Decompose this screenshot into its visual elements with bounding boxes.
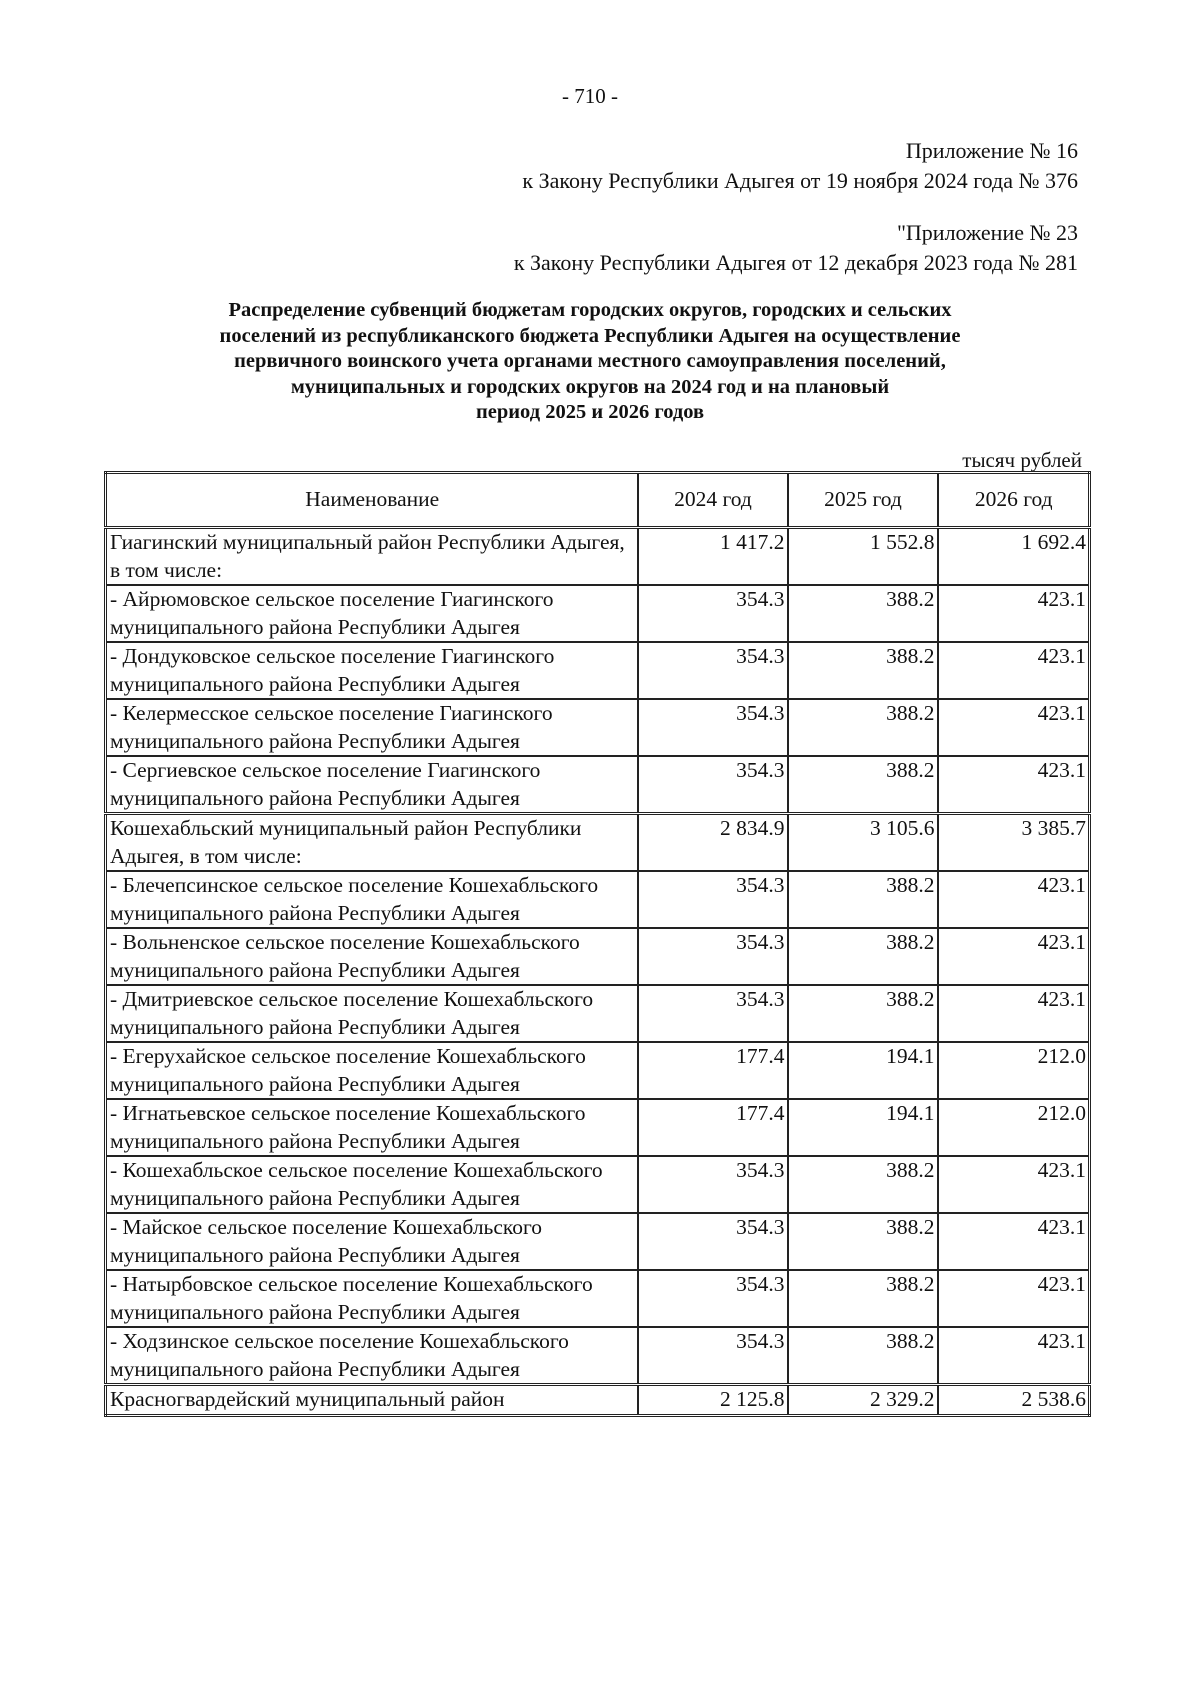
row-value-2025: 388.2 — [788, 1270, 938, 1327]
table-row — [106, 985, 1090, 1042]
table-row — [106, 871, 1090, 928]
row-value-2024: 354.3 — [638, 871, 788, 928]
row-value-2025: 388.2 — [788, 642, 938, 699]
row-value-2024: 354.3 — [638, 756, 788, 814]
row-value-2026: 423.1 — [938, 756, 1090, 814]
row-value-2024: 354.3 — [638, 699, 788, 756]
row-value-2026: 2 538.6 — [938, 1385, 1090, 1416]
appendix-previous-number: "Приложение № 23 — [896, 220, 1078, 245]
row-value-2026: 423.1 — [938, 1156, 1090, 1213]
row-name: Гиагинский муниципальный район Республики Адыгея, в том числе: — [106, 528, 638, 586]
row-value-2024: 354.3 — [638, 985, 788, 1042]
table-row — [106, 1099, 1090, 1156]
row-value-2024: 2 834.9 — [638, 814, 788, 872]
row-name: - Сергиевское сельское поселение Гиагинского муниципального района Республики Адыгея — [106, 756, 638, 814]
title-line: первичного воинского учета органами местного самоуправления поселений, — [234, 350, 946, 372]
column-header-2024: 2024 год — [638, 473, 788, 528]
row-value-2025: 388.2 — [788, 928, 938, 985]
table-row — [106, 1156, 1090, 1213]
row-value-2024: 354.3 — [638, 928, 788, 985]
table-row — [106, 1385, 1090, 1416]
appendix-current-number: Приложение № 16 — [905, 138, 1078, 163]
row-name: - Майское сельское поселение Кошехабльского муниципального района Республики Адыгея — [106, 1213, 638, 1270]
row-value-2025: 388.2 — [788, 871, 938, 928]
table-row — [106, 1213, 1090, 1270]
row-value-2026: 423.1 — [938, 642, 1090, 699]
row-value-2024: 177.4 — [638, 1042, 788, 1099]
table-row — [106, 756, 1090, 814]
row-name: - Вольненское сельское поселение Кошехабльского муниципального района Республики Адыгея — [106, 928, 638, 985]
row-name: - Игнатьевское сельское поселение Кошехабльского муниципального района Республики Адыгея — [106, 1099, 638, 1156]
table-row — [106, 814, 1090, 872]
row-value-2026: 423.1 — [938, 985, 1090, 1042]
row-name: - Дондуковское сельское поселение Гиагинского муниципального района Республики Адыгея — [106, 642, 638, 699]
page-number: - 710 - — [562, 84, 618, 108]
table-row — [106, 1270, 1090, 1327]
table-row — [106, 642, 1090, 699]
row-value-2024: 1 417.2 — [638, 528, 788, 586]
row-name: Кошехабльский муниципальный район Республики Адыгея, в том числе: — [106, 814, 638, 872]
title-line: муниципальных и городских округов на 2024 год и на плановый — [290, 375, 890, 398]
subvention-table — [104, 471, 1091, 1417]
column-header-2026: 2026 год — [938, 473, 1090, 528]
title-line: поселений из республиканского бюджета Республики Адыгея на осуществление — [219, 324, 961, 347]
row-name: Красногвардейский муниципальный район — [106, 1385, 638, 1416]
row-value-2025: 388.2 — [788, 1327, 938, 1385]
row-value-2026: 423.1 — [938, 1327, 1090, 1385]
row-value-2024: 354.3 — [638, 1156, 788, 1213]
table-row — [106, 928, 1090, 985]
row-value-2026: 423.1 — [938, 871, 1090, 928]
row-name: - Блечепсинское сельское поселение Кошехабльского муниципального района Республики Адыгея — [106, 871, 638, 928]
appendix-current-law: к Закону Республики Адыгея от 19 ноября 2024 года № 376 — [522, 168, 1078, 193]
column-header-name: Наименование — [106, 473, 638, 528]
table-row — [106, 1042, 1090, 1099]
table-header-row — [106, 473, 1090, 528]
row-value-2026: 3 385.7 — [938, 814, 1090, 872]
row-value-2026: 423.1 — [938, 585, 1090, 642]
row-value-2026: 212.0 — [938, 1099, 1090, 1156]
row-value-2024: 354.3 — [638, 1327, 788, 1385]
row-name: - Натырбовское сельское поселение Кошехабльского муниципального района Республики Адыгея — [106, 1270, 638, 1327]
row-value-2025: 388.2 — [788, 985, 938, 1042]
appendix-previous-law: к Закону Республики Адыгея от 12 декабря 2023 года № 281 — [513, 250, 1078, 275]
row-value-2026: 423.1 — [938, 699, 1090, 756]
row-value-2024: 354.3 — [638, 1213, 788, 1270]
appendix-current — [522, 136, 1078, 196]
row-name: - Ходзинское сельское поселение Кошехабльского муниципального района Республики Адыгея — [106, 1327, 638, 1385]
title-line: период 2025 и 2026 годов — [475, 401, 705, 423]
table-row — [106, 1327, 1090, 1385]
row-value-2025: 194.1 — [788, 1099, 938, 1156]
title-line: Распределение субвенций бюджетам городских округов, городских и сельских — [228, 299, 952, 321]
row-value-2025: 194.1 — [788, 1042, 938, 1099]
row-value-2025: 388.2 — [788, 1156, 938, 1213]
row-value-2025: 388.2 — [788, 1213, 938, 1270]
row-value-2024: 177.4 — [638, 1099, 788, 1156]
row-value-2025: 1 552.8 — [788, 528, 938, 586]
document-title — [120, 298, 1060, 426]
row-name: - Келермесское сельское поселение Гиагинского муниципального района Республики Адыгея — [106, 699, 638, 756]
row-value-2025: 2 329.2 — [788, 1385, 938, 1416]
row-value-2024: 354.3 — [638, 642, 788, 699]
row-value-2026: 212.0 — [938, 1042, 1090, 1099]
column-header-2025: 2025 год — [788, 473, 938, 528]
row-value-2026: 1 692.4 — [938, 528, 1090, 586]
units-label: тысяч рублей — [962, 448, 1082, 472]
row-name: - Дмитриевское сельское поселение Кошехабльского муниципального района Республики Адыгея — [106, 985, 638, 1042]
row-value-2026: 423.1 — [938, 1213, 1090, 1270]
row-name: - Кошехабльское сельское поселение Кошехабльского муниципального района Республики Адыгея — [106, 1156, 638, 1213]
row-value-2026: 423.1 — [938, 1270, 1090, 1327]
row-value-2025: 388.2 — [788, 699, 938, 756]
row-value-2025: 388.2 — [788, 756, 938, 814]
row-value-2026: 423.1 — [938, 928, 1090, 985]
row-value-2024: 354.3 — [638, 585, 788, 642]
row-value-2025: 388.2 — [788, 585, 938, 642]
table-row — [106, 585, 1090, 642]
row-name: - Айрюмовское сельское поселение Гиагинского муниципального района Республики Адыгея — [106, 585, 638, 642]
row-value-2024: 2 125.8 — [638, 1385, 788, 1416]
row-value-2024: 354.3 — [638, 1270, 788, 1327]
appendix-previous — [514, 218, 1078, 278]
row-value-2025: 3 105.6 — [788, 814, 938, 872]
table-row — [106, 528, 1090, 586]
row-name: - Егерухайское сельское поселение Кошехабльского муниципального района Республики Адыгея — [106, 1042, 638, 1099]
table-row — [106, 699, 1090, 756]
